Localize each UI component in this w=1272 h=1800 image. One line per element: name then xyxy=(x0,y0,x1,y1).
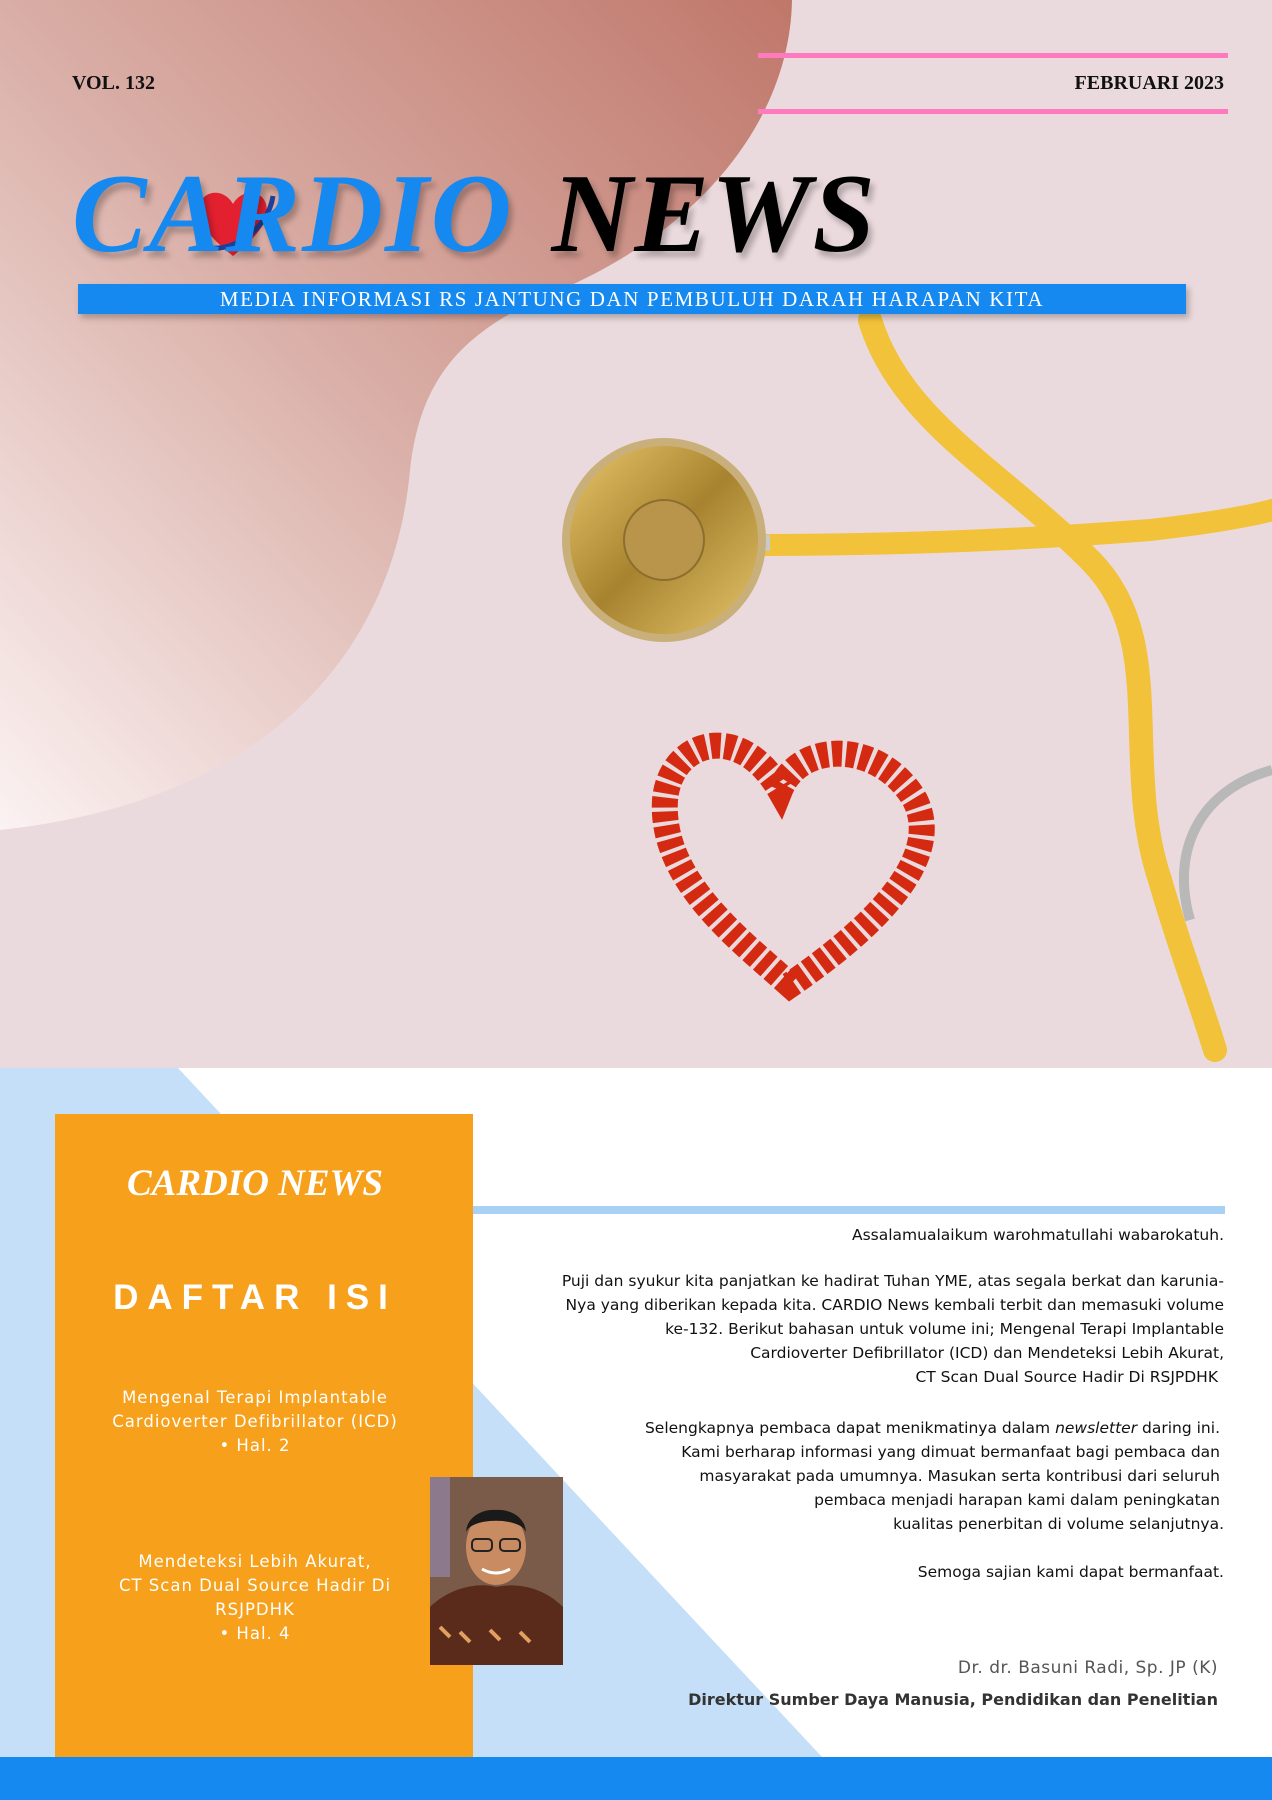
toc-item[interactable] xyxy=(55,1386,455,1458)
toc-item-line: CT Scan Dual Source Hadir Di xyxy=(118,1576,392,1595)
letter-paragraph-1-line: CT Scan Dual Source Hadir Di RSJPDHK xyxy=(915,1368,1218,1386)
letter-paragraph-2-line xyxy=(645,1419,1220,1437)
signature-role: Direktur Sumber Daya Manusia, Pendidikan dan Penelitian xyxy=(688,1690,1218,1709)
letter-paragraph-1-line: Cardioverter Defibrillator (ICD) dan Mendeteksi Lebih Akurat, xyxy=(750,1344,1224,1362)
letter-paragraph-2-line: kualitas penerbitan di volume selanjutnya. xyxy=(893,1515,1224,1533)
toc-item-page: • Hal. 2 xyxy=(219,1436,291,1455)
masthead-cardio: CARDIO xyxy=(72,152,514,276)
letter-paragraph-1-line: ke-132. Berikut bahasan untuk volume ini; Mengenal Terapi Implantable xyxy=(665,1320,1224,1338)
portrait-image xyxy=(430,1477,563,1665)
letter-paragraph-2-line: Kami berharap informasi yang dimuat bermanfaat bagi pembaca dan xyxy=(681,1443,1220,1461)
pink-rule-top xyxy=(758,53,1228,58)
toc-item-line: Cardioverter Defibrillator (ICD) xyxy=(112,1412,398,1431)
pink-rule-bottom xyxy=(758,109,1228,114)
footer-bar xyxy=(0,1757,1272,1800)
section-divider xyxy=(473,1206,1225,1214)
table-of-contents-panel xyxy=(55,1114,473,1800)
letter-paragraph-2-line: pembaca menjadi harapan kami dalam peningkatan xyxy=(814,1491,1220,1509)
beaded-heart-image xyxy=(665,746,922,985)
text-span: Selengkapnya pembaca dapat menikmatinya dalam xyxy=(644,1419,1056,1437)
toc-brand: CARDIO NEWS xyxy=(126,1163,383,1204)
toc-heading: DAFTAR ISI xyxy=(113,1278,397,1317)
letter-greeting: Assalamualaikum warohmatullahi wabarokatuh. xyxy=(852,1226,1224,1244)
director-portrait xyxy=(430,1477,563,1665)
toc-item-line: RSJPDHK xyxy=(215,1600,295,1619)
masthead-tagline: MEDIA INFORMASI RS JANTUNG DAN PEMBULUH DARAH HARAPAN KITA xyxy=(78,284,1186,314)
signature-name: Dr. dr. Basuni Radi, Sp. JP (K) xyxy=(957,1658,1218,1678)
issue-date: FEBRUARI 2023 xyxy=(1074,72,1224,94)
masthead-title xyxy=(72,150,877,279)
toc-item[interactable] xyxy=(55,1550,455,1646)
stethoscope-image xyxy=(562,320,1272,1050)
italic-term: newsletter xyxy=(1055,1419,1138,1437)
masthead-news: NEWS xyxy=(551,152,877,276)
letter-paragraph-1-line: Nya yang diberikan kepada kita. CARDIO News kembali terbit dan memasuki volume xyxy=(565,1296,1224,1314)
letter-closing: Semoga sajian kami dapat bermanfaat. xyxy=(917,1563,1224,1581)
salmon-blob-shape xyxy=(0,0,792,830)
toc-item-line: Mengenal Terapi Implantable xyxy=(122,1388,388,1407)
letter-paragraph-1-line: Puji dan syukur kita panjatkan ke hadirat Tuhan YME, atas segala berkat dan karunia- xyxy=(561,1272,1224,1290)
letter-paragraph-2-line: masyarakat pada umumnya. Masukan serta kontribusi dari seluruh xyxy=(699,1467,1220,1485)
toc-item-line: Mendeteksi Lebih Akurat, xyxy=(138,1552,372,1571)
toc-item-page: • Hal. 4 xyxy=(219,1624,291,1643)
text-span: daring ini. xyxy=(1137,1419,1220,1437)
volume-label: VOL. 132 xyxy=(72,72,155,94)
